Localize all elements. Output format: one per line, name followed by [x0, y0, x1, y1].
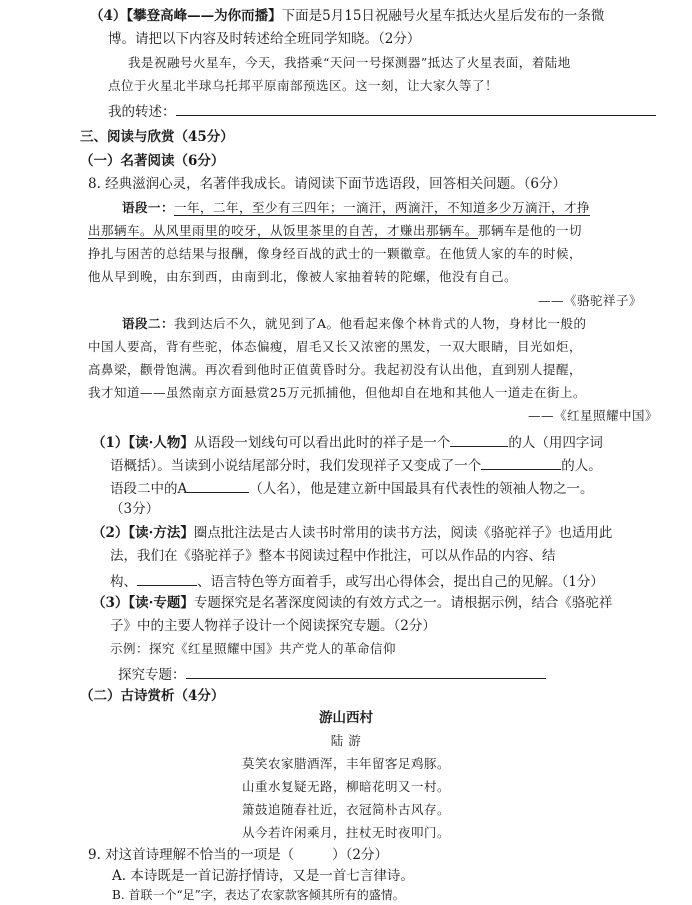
passage-1-line-3: 挣扎与困苦的总结果与报酬，像身经百战的武士的一颗徽章。在他赁人家的车的时候， [88, 246, 583, 261]
weibo-line-2: 点位于火星北半球乌托邦平原南部预选区。这一刻，让大家久等了！ [108, 78, 499, 93]
q4-number: （4） [90, 8, 127, 24]
q8-1-blank-3[interactable] [187, 480, 249, 493]
poem-title: 游山西村 [319, 710, 373, 726]
q8-1-text-2b: 的人。 [561, 458, 602, 474]
passage-1-line-2 [88, 225, 582, 238]
passage-2-line-2: 中国人要高，背有些驼，体态偏瘦，眉毛又长又浓密的黑发，一双大眼睛，目光如炬， [88, 339, 583, 354]
topic-label: 探究专题： [118, 667, 186, 683]
passage-1-label: 语段一： [122, 200, 175, 215]
section-3-title: 三、阅读与欣赏（45分） [80, 129, 234, 145]
q4-tag: 【攀登高峰——为你而播】 [126, 8, 282, 24]
q8-2-text-1: 圈点批注法是古人读书时常用的读书方法，阅读《骆驼祥子》也适用此 [193, 525, 613, 541]
q9-option-a[interactable]: A. 本诗既是一首记游抒情诗，又是一首七言律诗。 [112, 868, 414, 884]
q8-1-text-3a: 语段二中的A [110, 481, 188, 497]
passage-1-line-4: 他从早到晚，由东到西，由南到北，像被人家抽着转的陀螺，他没有自己。 [88, 269, 518, 284]
weibo-line-1: 我是祝融号火星车，今天，我搭乘“天问一号探测器”抵达了火星表面，着陆地 [128, 55, 571, 70]
passage-1-underlined-1: 一年，二年，至少有三四年；一滴汗，两滴汗，不知道多少万滴汗，才挣 [174, 200, 591, 215]
passage-1-line-1 [122, 202, 590, 215]
q4-line-2: 博。请把以下内容及时转述给全班同学知晓。（2分） [108, 31, 421, 47]
q8-3-number: （3） [92, 595, 129, 611]
q8-2-line-3 [110, 573, 604, 590]
q8-2-line-2: 法，我们在《骆驼祥子》整本书阅读过程中作批注，可以从作品的内容、结 [110, 548, 556, 564]
q8-2-line-1 [92, 527, 612, 541]
topic-answer-blank[interactable] [186, 666, 546, 679]
q8-2-text-3a: 构、 [110, 574, 137, 590]
q4-line-1 [90, 10, 604, 24]
poem-line: 箫鼓追随春社近，衣冠简朴古风存。 [241, 802, 450, 817]
q8-2-number: （2） [92, 525, 129, 541]
retell-label: 我的转述： [108, 104, 176, 120]
q9-stem-b: ）（2分） [332, 847, 389, 863]
q4-text-1: 下面是5月15日祝融号火星车抵达火星后发布的一条微 [281, 8, 605, 24]
q8-3-text-1: 专题探究是名著深度阅读的有效方式之一。请根据示例，结合《骆驼祥 [193, 595, 613, 611]
part-1-title: （一）名著阅读（6分） [80, 153, 225, 169]
passage-2-text-1: 我到达后不久，就见到了A。他看起来像个林肯式的人物，身材比一般的 [174, 316, 587, 331]
passage-1-underlined-2: 出那辆车。从风里雨里的咬牙，从饭里茶里的自苦，才赚出那辆车。 [88, 223, 479, 238]
q8-1-score: （3分） [110, 501, 160, 517]
passage-1-source: ——《骆驼祥子》 [538, 293, 643, 308]
q9-option-b[interactable]: B. 首联一个“足”字，表达了农家款客倾其所有的盛情。 [112, 888, 405, 902]
q8-1-blank-2[interactable] [481, 457, 561, 470]
q8-2-tag: 【读·方法】 [128, 525, 194, 541]
retell-answer-blank[interactable] [176, 103, 656, 116]
poem-line: 从今若许闲乘月，拄杖无时夜叩门。 [241, 825, 450, 840]
q8-3-line-2: 子》中的主要人物祥子设计一个阅读探究专题。（2分） [110, 618, 436, 634]
passage-1-text-2b: 那辆车是他的一切 [478, 223, 583, 238]
poem-line: 莫笑农家腊酒浑，丰年留客足鸡豚。 [241, 756, 450, 771]
q8-3-line-1 [92, 597, 612, 611]
q4-retell-row [108, 103, 656, 120]
q8-1-line-1 [92, 434, 603, 451]
q8-1-text-2a: 语概括）。当读到小说结尾部分时，我们发现祥子又变成了一个 [110, 458, 482, 474]
q8-3-example: 示例：探究《红星照耀中国》共产党人的革命信仰 [110, 641, 397, 656]
passage-2-label: 语段二： [122, 316, 175, 331]
q8-2-text-3b: 、语言特色等方面着手，或写出心得体会，提出自己的见解。（1分） [197, 574, 604, 590]
part-2-title: （二）古诗赏析（4分） [80, 688, 225, 704]
q8-1-line-2 [110, 457, 602, 474]
passage-2-line-1 [122, 318, 587, 331]
q8-3-topic-row [118, 666, 546, 683]
poem-line: 山重水复疑无路，柳暗花明又一村。 [241, 779, 450, 794]
passage-2-line-4: 我才知道——虽然南京方面悬赏25万元抓捕他，但他却自在地和其他人一道走在街上。 [88, 385, 586, 400]
q8-1-text-1b: 的人（用四字词 [508, 435, 603, 451]
q8-intro: 8. 经典滋润心灵，名著伴我成长。请阅读下面节选语段，回答相关问题。（6分） [88, 176, 567, 192]
q8-1-number: （1） [92, 435, 129, 451]
q9-stem [88, 849, 388, 863]
q8-1-text-3b: （人名），他是建立新中国最具有代表性的领袖人物之一。 [249, 481, 594, 497]
q9-stem-a: 9. 对这首诗理解不恰当的一项是（ [88, 847, 295, 863]
q8-3-tag: 【读·专题】 [128, 595, 194, 611]
q8-1-text-1a: 从语段一划线句可以看出此时的祥子是一个 [193, 435, 451, 451]
q8-1-blank-1[interactable] [450, 434, 508, 447]
q8-1-line-3 [110, 480, 594, 497]
passage-2-line-3: 高鼻梁，颧骨饱满。再次看到他时正值黄昏时分。我起初没有认出他，直到别人提醒， [88, 362, 583, 377]
passage-2-source: ——《红星照耀中国》 [528, 408, 659, 423]
q8-1-tag: 【读·人物】 [128, 435, 194, 451]
poem-author: 陆 游 [330, 733, 362, 748]
q8-2-blank[interactable] [137, 573, 197, 586]
